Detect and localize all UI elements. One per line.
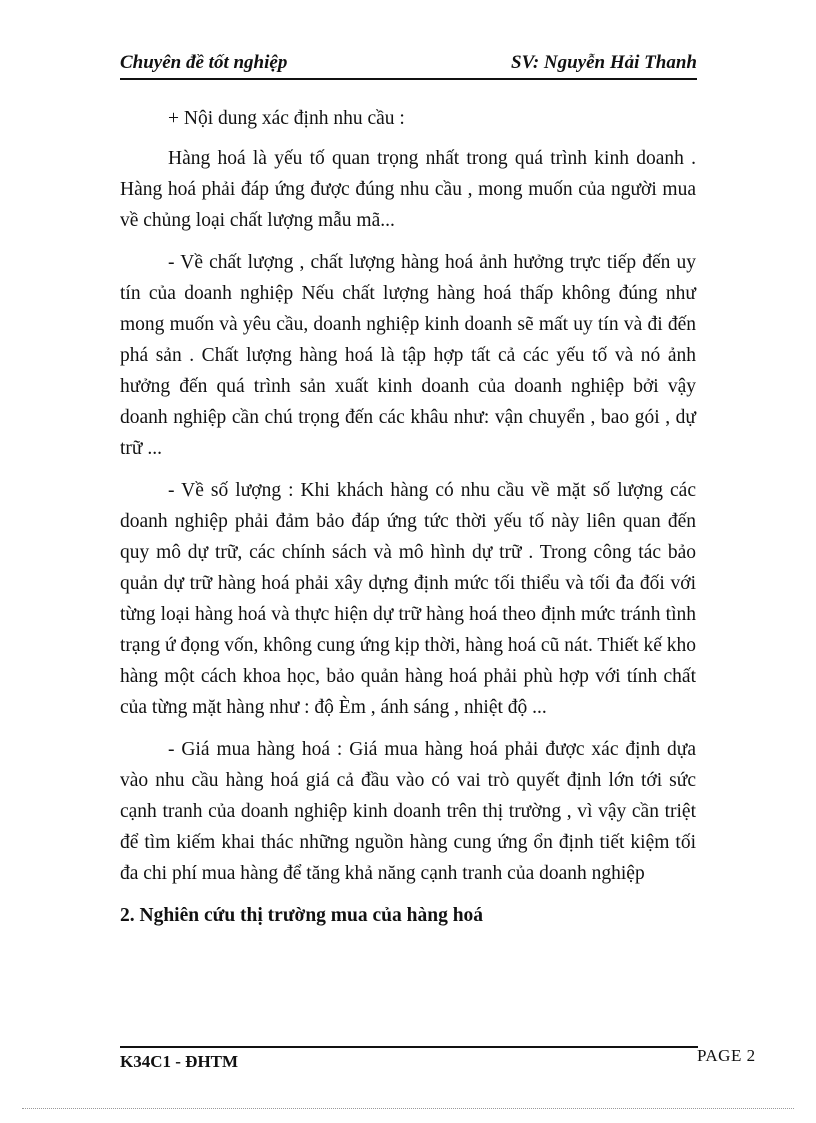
paragraph-quality: - Về chất lượng , chất lượng hàng hoá ảnh hưởng trực tiếp đến uy tín của doanh nghiệp Nếu chất lượng hàng hoá thấp không đúng như mong muốn và yêu cầu, doanh nghiệp kinh doanh sẽ mất uy tín và đi đến phá sản . Chất lượng hàng hoá là tập hợp tất cả các yếu tố và nó ảnh hưởng đến quá trình sản xuất kinh doanh của doanh nghiệp bởi vậy doanh nghiệp cần chú trọng đến các khâu như: vận chuyển , bao gói , dự trữ ... xyxy=(120,252,696,459)
paragraph-content-definition: + Nội dung xác định nhu cầu : xyxy=(168,108,405,129)
header-author: SV: Nguyễn Hải Thanh xyxy=(511,52,697,73)
page-header xyxy=(120,52,697,80)
footer-rule xyxy=(120,1046,698,1048)
paragraph-quantity: - Về số lượng : Khi khách hàng có nhu cầu về mặt số lượng các doanh nghiệp phải đảm bảo đáp ứng tức thời yếu tố này liên quan đến quy mô dự trữ, các chính sách và mô hình dự trữ . Trong công tác bảo quản dự trữ hàng hoá phải xây dựng định mức tối thiểu và tối đa đối với từng loại hàng hoá và thực hiện dự trữ hàng hoá theo định mức tránh tình trạng ứ đọng vốn, không cung ứng kịp thời, hàng hoá cũ nát. Thiết kế kho hàng một cách khoa học, bảo quản hàng hoá phải phù hợp với tính chất của từng mặt hàng như : độ Èm , ánh sáng , nhiệt độ ... xyxy=(120,480,696,718)
paragraph-goods-importance: Hàng hoá là yếu tố quan trọng nhất trong quá trình kinh doanh . Hàng hoá phải đáp ứng được đúng nhu cầu , mong muốn của người mua về chủng loại chất lượng mẫu mã... xyxy=(120,148,696,231)
footer-class-code: K34C1 - ĐHTM xyxy=(120,1052,239,1071)
document-body xyxy=(120,103,696,942)
footer-page-number: PAGE 2 xyxy=(697,1046,756,1065)
section-heading: 2. Nghiên cứu thị trường mua của hàng hoá xyxy=(120,905,484,926)
header-title: Chuyên đề tốt nghiệp xyxy=(120,52,288,73)
paragraph-purchase-price: - Giá mua hàng hoá : Giá mua hàng hoá phải được xác định dựa vào nhu cầu hàng hoá giá cả đầu vào có vai trò quyết định lớn tới sức cạnh tranh của doanh nghiệp kinh doanh trên thị trường , vì vậy cần triệt để tìm kiếm khai thác những nguồn hàng cung ứng ổn định tiết kiệm tối đa chi phí mua hàng để tăng khả năng cạnh tranh của doanh nghiệp xyxy=(120,739,696,884)
page-bottom-border xyxy=(22,1108,794,1109)
